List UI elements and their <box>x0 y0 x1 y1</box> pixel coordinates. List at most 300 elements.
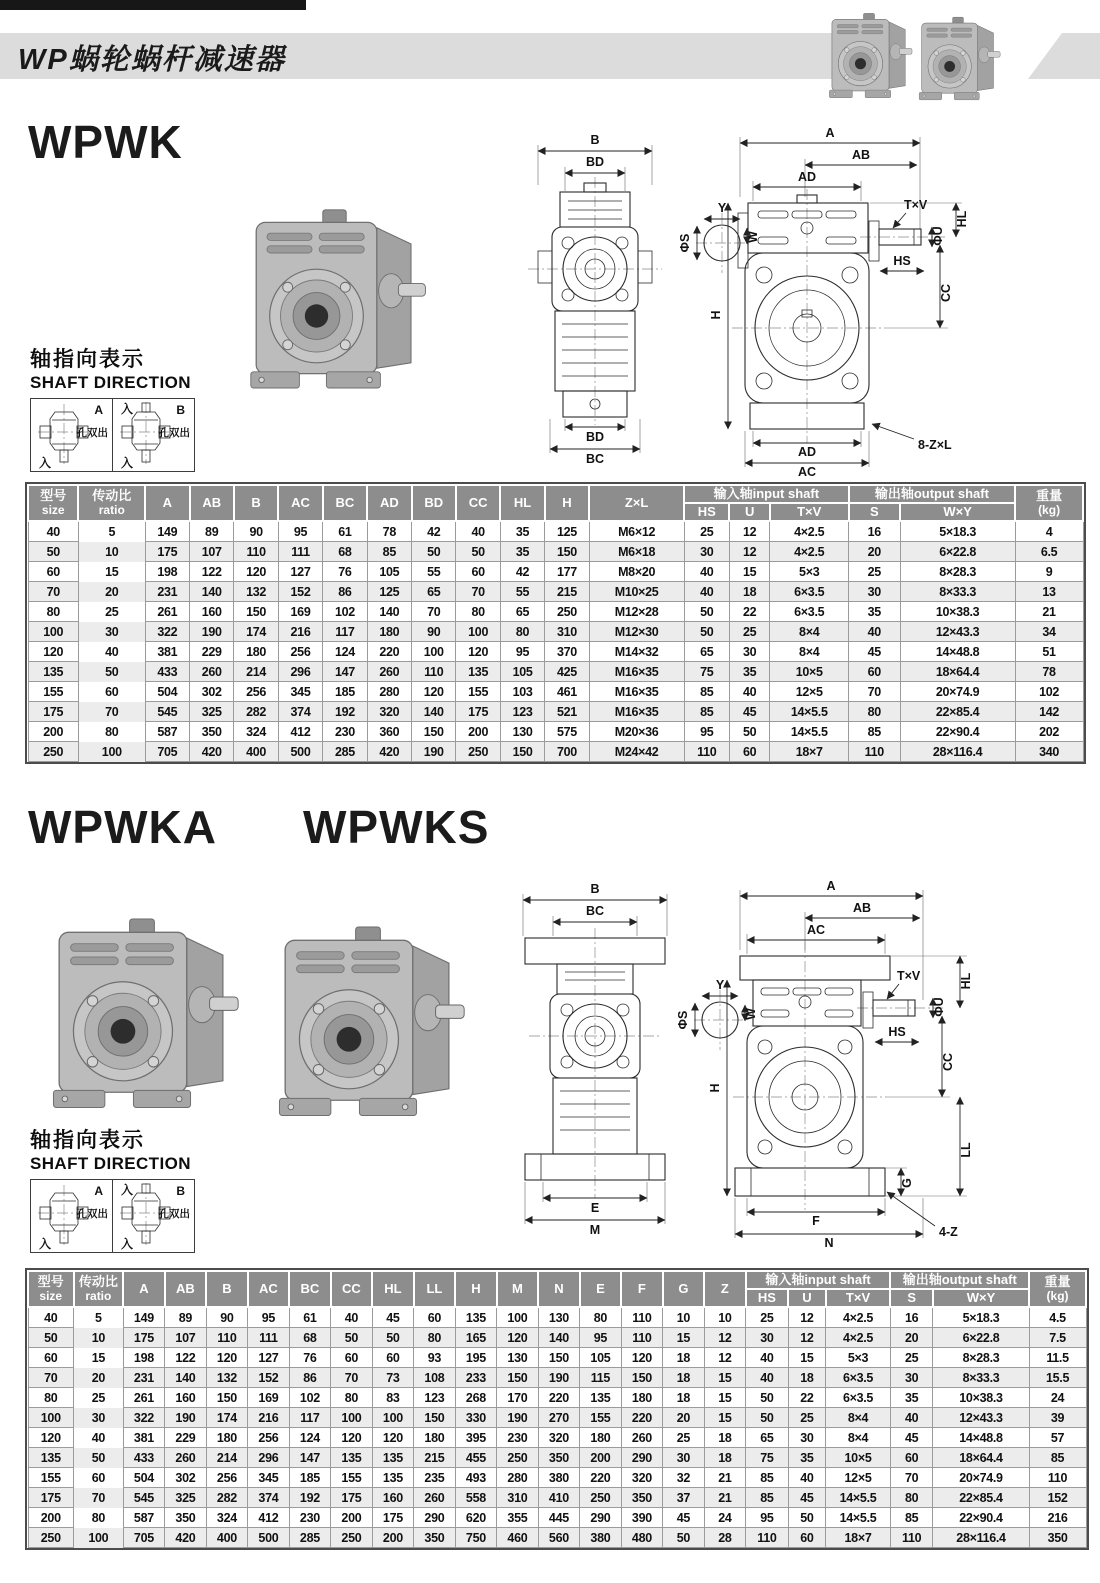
table-cell: 60 <box>729 742 769 762</box>
table-cell: 200 <box>331 1508 373 1528</box>
table-cell: 170 <box>497 1388 539 1408</box>
table-cell: 135 <box>580 1388 622 1408</box>
table-cell: 6.5 <box>1015 542 1083 562</box>
table-cell: M10×25 <box>589 582 684 602</box>
table-cell: 50 <box>74 1448 124 1468</box>
dimension-label: BC <box>585 904 605 918</box>
table-cell: 85 <box>367 542 411 562</box>
table-cell: 50 <box>28 1328 74 1348</box>
table-cell: 282 <box>234 702 278 722</box>
shaft-direction-title-en: SHAFT DIRECTION <box>30 1154 191 1173</box>
table-cell: 86 <box>289 1368 331 1388</box>
column-header: F <box>621 1271 663 1307</box>
table-cell: 14×48.8 <box>933 1428 1029 1448</box>
wpwka-wpwks-dimension-table <box>25 1268 1089 1550</box>
table-cell: 70 <box>890 1468 933 1488</box>
table-cell: 320 <box>621 1468 663 1488</box>
table-cell: 6×3.5 <box>770 602 849 622</box>
dimension-label: E <box>590 1201 600 1215</box>
column-header: BC <box>323 485 367 521</box>
table-cell: 350 <box>1029 1528 1086 1548</box>
table-cell: 107 <box>190 542 234 562</box>
table-cell: 100 <box>28 1408 74 1428</box>
col-header-output-shaft: 输出轴output shaft <box>890 1271 1029 1289</box>
table-cell: 296 <box>278 662 322 682</box>
table-cell: 180 <box>234 642 278 662</box>
table-cell: 5×3 <box>826 1348 891 1368</box>
table-cell: 100 <box>372 1408 414 1428</box>
column-header: W×Y <box>933 1289 1029 1307</box>
table-row <box>28 1348 1086 1368</box>
dimension-label: HL <box>959 972 973 990</box>
table-cell: 18 <box>704 1428 746 1448</box>
table-cell: 400 <box>206 1528 248 1548</box>
table-cell: 100 <box>74 1528 124 1548</box>
table-cell: 110 <box>234 542 278 562</box>
table-cell: 22×85.4 <box>933 1488 1029 1508</box>
table-row <box>28 702 1083 722</box>
hole-double-output-label: 孔双出 <box>76 427 108 439</box>
table-cell: 174 <box>206 1408 248 1428</box>
wpwk-dimension-table <box>25 482 1086 764</box>
table-cell: M12×28 <box>589 602 684 622</box>
table-cell: 45 <box>890 1428 933 1448</box>
table-row <box>28 662 1083 682</box>
dimension-label: B <box>590 882 600 896</box>
table-cell: 250 <box>456 742 500 762</box>
table-cell: 140 <box>190 582 234 602</box>
table-cell: 50 <box>684 622 729 642</box>
table-cell: 310 <box>497 1488 539 1508</box>
table-cell: 400 <box>234 742 278 762</box>
table-cell: 165 <box>455 1328 497 1348</box>
table-cell: 25 <box>74 1388 124 1408</box>
table-cell: 250 <box>497 1448 539 1468</box>
column-header: AB <box>165 1271 207 1307</box>
table-cell: M12×30 <box>589 622 684 642</box>
table-cell: 50 <box>412 542 456 562</box>
table-cell: 700 <box>545 742 589 762</box>
table-cell: 120 <box>206 1348 248 1368</box>
table-cell: 420 <box>190 742 234 762</box>
table-cell: 80 <box>28 1388 74 1408</box>
table-cell: 268 <box>455 1388 497 1408</box>
table-cell: 127 <box>278 562 322 582</box>
table-cell: 60 <box>456 562 500 582</box>
shaft-direction-block-2 <box>30 1124 195 1253</box>
table-cell: 160 <box>372 1488 414 1508</box>
table-cell: 45 <box>663 1508 705 1528</box>
table-cell: 302 <box>165 1468 207 1488</box>
table-cell: 558 <box>455 1488 497 1508</box>
table-cell: 76 <box>289 1348 331 1368</box>
table-row <box>28 742 1083 762</box>
column-header: B <box>206 1271 248 1307</box>
table-cell: 80 <box>74 1508 124 1528</box>
table-cell: 25 <box>788 1408 825 1428</box>
column-header: A <box>123 1271 165 1307</box>
table-cell: 220 <box>621 1408 663 1428</box>
table-cell: 152 <box>278 582 322 602</box>
table-cell: 85 <box>746 1468 789 1488</box>
table-cell: 4×2.5 <box>770 542 849 562</box>
side-view <box>709 126 969 479</box>
column-header: T×V <box>826 1289 891 1307</box>
table-header <box>28 1271 1086 1307</box>
column-header: AD <box>367 485 411 521</box>
table-cell: 504 <box>145 682 189 702</box>
table-cell: 34 <box>1015 622 1083 642</box>
shaft-direction-cell-a <box>31 399 113 471</box>
table-cell: 25 <box>890 1348 933 1368</box>
table-cell: 40 <box>456 521 500 542</box>
table-cell: 135 <box>372 1468 414 1488</box>
column-header: U <box>788 1289 825 1307</box>
table-cell: 30 <box>78 622 145 642</box>
table-cell: 90 <box>234 521 278 542</box>
column-header: BD <box>412 485 456 521</box>
table-cell: 560 <box>538 1528 580 1548</box>
table-cell: 6×22.8 <box>900 542 1015 562</box>
table-cell: 545 <box>123 1488 165 1508</box>
shaft-section-view <box>676 978 758 1050</box>
table-cell: 16 <box>849 521 900 542</box>
input-label: 入 <box>121 1183 134 1197</box>
table-cell: 14×5.5 <box>770 722 849 742</box>
dimension-label: HS <box>893 254 911 268</box>
table-cell: 250 <box>580 1488 622 1508</box>
wpwk-technical-drawing <box>500 125 1080 480</box>
table-cell: 260 <box>367 662 411 682</box>
table-cell: 250 <box>545 602 589 622</box>
table-cell: 80 <box>78 722 145 742</box>
table-cell: 130 <box>497 1348 539 1368</box>
table-cell: 350 <box>538 1448 580 1468</box>
dimension-label: Y <box>715 978 725 992</box>
table-cell: 28×116.4 <box>900 742 1015 762</box>
table-cell: 102 <box>323 602 367 622</box>
table-cell: M6×12 <box>589 521 684 542</box>
table-cell: 10×5 <box>770 662 849 682</box>
table-cell: 10 <box>78 542 145 562</box>
table-cell: 103 <box>500 682 544 702</box>
table-cell: 220 <box>580 1468 622 1488</box>
table-cell: 65 <box>684 642 729 662</box>
table-cell: 235 <box>414 1468 456 1488</box>
side-view <box>708 880 973 1250</box>
table-row <box>28 521 1083 542</box>
table-cell: 40 <box>28 1307 74 1328</box>
col-header-size: 型号 size <box>28 1271 74 1307</box>
table-cell: 22×85.4 <box>900 702 1015 722</box>
table-cell: 9 <box>1015 562 1083 582</box>
table-cell: 20×74.9 <box>900 682 1015 702</box>
table-row <box>28 642 1083 662</box>
table-cell: 220 <box>367 642 411 662</box>
table-cell: 12 <box>788 1328 825 1348</box>
table-cell: 22×90.4 <box>900 722 1015 742</box>
table-cell: 192 <box>289 1488 331 1508</box>
table-cell: 229 <box>190 642 234 662</box>
table-cell: 20 <box>78 582 145 602</box>
hole-double-output-label: 孔双出 <box>158 427 190 439</box>
table-cell: 150 <box>545 542 589 562</box>
table-cell: 120 <box>234 562 278 582</box>
shaft-direction-diagrams <box>30 1179 195 1253</box>
shaft-direction-cell-a <box>31 1180 113 1252</box>
table-cell: 35 <box>729 662 769 682</box>
table-cell: 60 <box>331 1348 373 1368</box>
table-cell: 433 <box>145 662 189 682</box>
table-cell: 169 <box>248 1388 290 1408</box>
table-cell: 60 <box>372 1348 414 1368</box>
table-cell: 261 <box>123 1388 165 1408</box>
dimension-label: W <box>744 1008 758 1020</box>
table-cell: 20 <box>890 1328 933 1348</box>
table-row <box>28 1448 1086 1468</box>
table-cell: 39 <box>1029 1408 1086 1428</box>
table-cell: 22 <box>729 602 769 622</box>
table-cell: 231 <box>145 582 189 602</box>
shaft-direction-cell-b <box>113 1180 194 1252</box>
table-cell: 705 <box>145 742 189 762</box>
table-cell: 20 <box>74 1368 124 1388</box>
shaft-direction-diagram-a <box>31 1180 110 1252</box>
input-label: 入 <box>121 402 134 416</box>
front-view <box>523 882 667 1237</box>
shaft-direction-diagram-b <box>113 399 192 471</box>
page-title: WP蜗轮蜗杆减速器 <box>18 44 286 76</box>
hole-double-output-label: 孔双出 <box>158 1208 190 1220</box>
table-cell: M16×35 <box>589 702 684 722</box>
table-cell: 4×2.5 <box>826 1328 891 1348</box>
table-cell: 214 <box>234 662 278 682</box>
table-cell: 124 <box>323 642 367 662</box>
table-cell: 50 <box>684 602 729 622</box>
table-cell: 86 <box>323 582 367 602</box>
table-cell: 100 <box>78 742 145 762</box>
dimension-label: T×V <box>904 198 928 212</box>
table-cell: 322 <box>145 622 189 642</box>
table-cell: 381 <box>123 1428 165 1448</box>
table-cell: 37 <box>663 1488 705 1508</box>
table-cell: M20×36 <box>589 722 684 742</box>
table-cell: 185 <box>289 1468 331 1488</box>
table-cell: 45 <box>849 642 900 662</box>
table-cell: 123 <box>500 702 544 722</box>
column-header: Z <box>704 1271 746 1307</box>
table-cell: 85 <box>890 1508 933 1528</box>
table-cell: 40 <box>684 562 729 582</box>
table-cell: 310 <box>545 622 589 642</box>
table-cell: 190 <box>538 1368 580 1388</box>
table-cell: 216 <box>248 1408 290 1428</box>
table-cell: 55 <box>412 562 456 582</box>
table-cell: 175 <box>145 542 189 562</box>
table-cell: 80 <box>890 1488 933 1508</box>
table-cell: 70 <box>74 1488 124 1508</box>
table-row <box>28 582 1083 602</box>
table-cell: 142 <box>1015 702 1083 722</box>
table-cell: 147 <box>323 662 367 682</box>
table-cell: 380 <box>580 1528 622 1548</box>
table-cell: 280 <box>497 1468 539 1488</box>
table-cell: 35 <box>788 1448 825 1468</box>
table-cell: 60 <box>78 682 145 702</box>
table-cell: 40 <box>684 582 729 602</box>
table-cell: 35 <box>500 521 544 542</box>
table-cell: 93 <box>414 1348 456 1368</box>
table-cell: 152 <box>1029 1488 1086 1508</box>
shaft-direction-cell-b <box>113 399 194 471</box>
table-cell: 200 <box>28 1508 74 1528</box>
table-cell: 120 <box>621 1348 663 1368</box>
table-cell: 10 <box>704 1307 746 1328</box>
table-cell: 285 <box>289 1528 331 1548</box>
table-cell: 108 <box>414 1368 456 1388</box>
table-cell: 521 <box>545 702 589 722</box>
table-cell: 282 <box>206 1488 248 1508</box>
table-cell: 355 <box>497 1508 539 1528</box>
table-cell: 587 <box>145 722 189 742</box>
table-cell: 60 <box>849 662 900 682</box>
table-cell: 256 <box>206 1468 248 1488</box>
dimension-label: 4-Z <box>939 1225 958 1239</box>
table-cell: 40 <box>729 682 769 702</box>
table-cell: 325 <box>190 702 234 722</box>
table-cell: 395 <box>455 1428 497 1448</box>
table-cell: 190 <box>190 622 234 642</box>
table-cell: 13 <box>1015 582 1083 602</box>
dimension-label: HL <box>955 210 969 228</box>
table-cell: 190 <box>412 742 456 762</box>
table-cell: 25 <box>729 622 769 642</box>
table-cell: 61 <box>323 521 367 542</box>
table-cell: 80 <box>849 702 900 722</box>
dimension-label: HS <box>888 1025 906 1039</box>
front-view <box>528 133 662 466</box>
table-cell: 60 <box>28 562 78 582</box>
table-cell: 110 <box>890 1528 933 1548</box>
table-cell: 280 <box>367 682 411 702</box>
wpwka-wpwks-technical-drawing <box>495 880 1100 1270</box>
table-cell: 500 <box>248 1528 290 1548</box>
table-cell: 10×38.3 <box>933 1388 1029 1408</box>
input-label: 入 <box>121 456 134 470</box>
table-cell: 25 <box>78 602 145 622</box>
table-cell: 89 <box>165 1307 207 1328</box>
table-row <box>28 1508 1086 1528</box>
table-cell: 24 <box>1029 1388 1086 1408</box>
table-cell: 15 <box>74 1348 124 1368</box>
table-cell: 127 <box>248 1348 290 1368</box>
table-cell: 65 <box>746 1428 789 1448</box>
table-cell: 261 <box>145 602 189 622</box>
table-cell: 180 <box>367 622 411 642</box>
table-cell: 8×33.3 <box>933 1368 1029 1388</box>
table-cell: 85 <box>1029 1448 1086 1468</box>
table-cell: 285 <box>323 742 367 762</box>
table-cell: 150 <box>414 1408 456 1428</box>
table-cell: 14×5.5 <box>826 1488 891 1508</box>
dimension-label: LL <box>959 1142 973 1158</box>
header-band-right <box>1018 33 1100 79</box>
table-cell: 256 <box>278 642 322 662</box>
table-cell: 120 <box>331 1428 373 1448</box>
table-cell: 461 <box>545 682 589 702</box>
table-cell: 70 <box>849 682 900 702</box>
table-cell: 105 <box>580 1348 622 1368</box>
table-cell: M14×32 <box>589 642 684 662</box>
table-cell: 83 <box>372 1388 414 1408</box>
dimension-label: AD <box>797 170 817 184</box>
table-cell: 135 <box>455 1307 497 1328</box>
table-cell: 18 <box>729 582 769 602</box>
table-cell: 110 <box>621 1307 663 1328</box>
header-product-photo-1 <box>824 4 914 102</box>
table-cell: 15 <box>729 562 769 582</box>
table-cell: 40 <box>746 1348 789 1368</box>
shaft-direction-title-zh: 轴指向表示 <box>30 348 145 371</box>
table-cell: 110 <box>849 742 900 762</box>
table-cell: 350 <box>414 1528 456 1548</box>
table-cell: 102 <box>289 1388 331 1408</box>
table-cell: 21 <box>704 1488 746 1508</box>
table-cell: 150 <box>538 1348 580 1368</box>
table-cell: 32 <box>663 1468 705 1488</box>
dimension-label: H <box>709 310 723 320</box>
table-cell: 345 <box>278 682 322 702</box>
table-cell: 198 <box>123 1348 165 1368</box>
table-cell: 177 <box>545 562 589 582</box>
table-cell: 140 <box>367 602 411 622</box>
table-cell: 70 <box>28 582 78 602</box>
table-cell: 107 <box>165 1328 207 1348</box>
table-cell: 150 <box>497 1368 539 1388</box>
table-cell: 18 <box>704 1448 746 1468</box>
table-cell: 174 <box>234 622 278 642</box>
column-header: HL <box>372 1271 414 1307</box>
table-row <box>28 1388 1086 1408</box>
table-cell: 12 <box>729 521 769 542</box>
table-cell: 180 <box>206 1428 248 1448</box>
table-cell: 175 <box>331 1488 373 1508</box>
table-cell: 18×7 <box>770 742 849 762</box>
table-cell: 135 <box>28 1448 74 1468</box>
table-cell: 15.5 <box>1029 1368 1086 1388</box>
table-cell: 290 <box>414 1508 456 1528</box>
table-cell: 5 <box>74 1307 124 1328</box>
table-row <box>28 602 1083 622</box>
table-cell: 15 <box>78 562 145 582</box>
table-cell: 12×43.3 <box>933 1408 1029 1428</box>
table-cell: 180 <box>580 1428 622 1448</box>
table-cell: 22 <box>788 1388 825 1408</box>
table-cell: 8×28.3 <box>933 1348 1029 1368</box>
table-cell: 12 <box>704 1328 746 1348</box>
table-cell: 18 <box>788 1368 825 1388</box>
table-cell: 6×22.8 <box>933 1328 1029 1348</box>
table-cell: 420 <box>367 742 411 762</box>
table-row <box>28 1428 1086 1448</box>
table-cell: 85 <box>849 722 900 742</box>
table-cell: 50 <box>746 1408 789 1428</box>
table-cell: 50 <box>28 542 78 562</box>
table-cell: 68 <box>323 542 367 562</box>
dimension-label: AB <box>852 901 872 915</box>
table-cell: 25 <box>849 562 900 582</box>
table-cell: 460 <box>497 1528 539 1548</box>
